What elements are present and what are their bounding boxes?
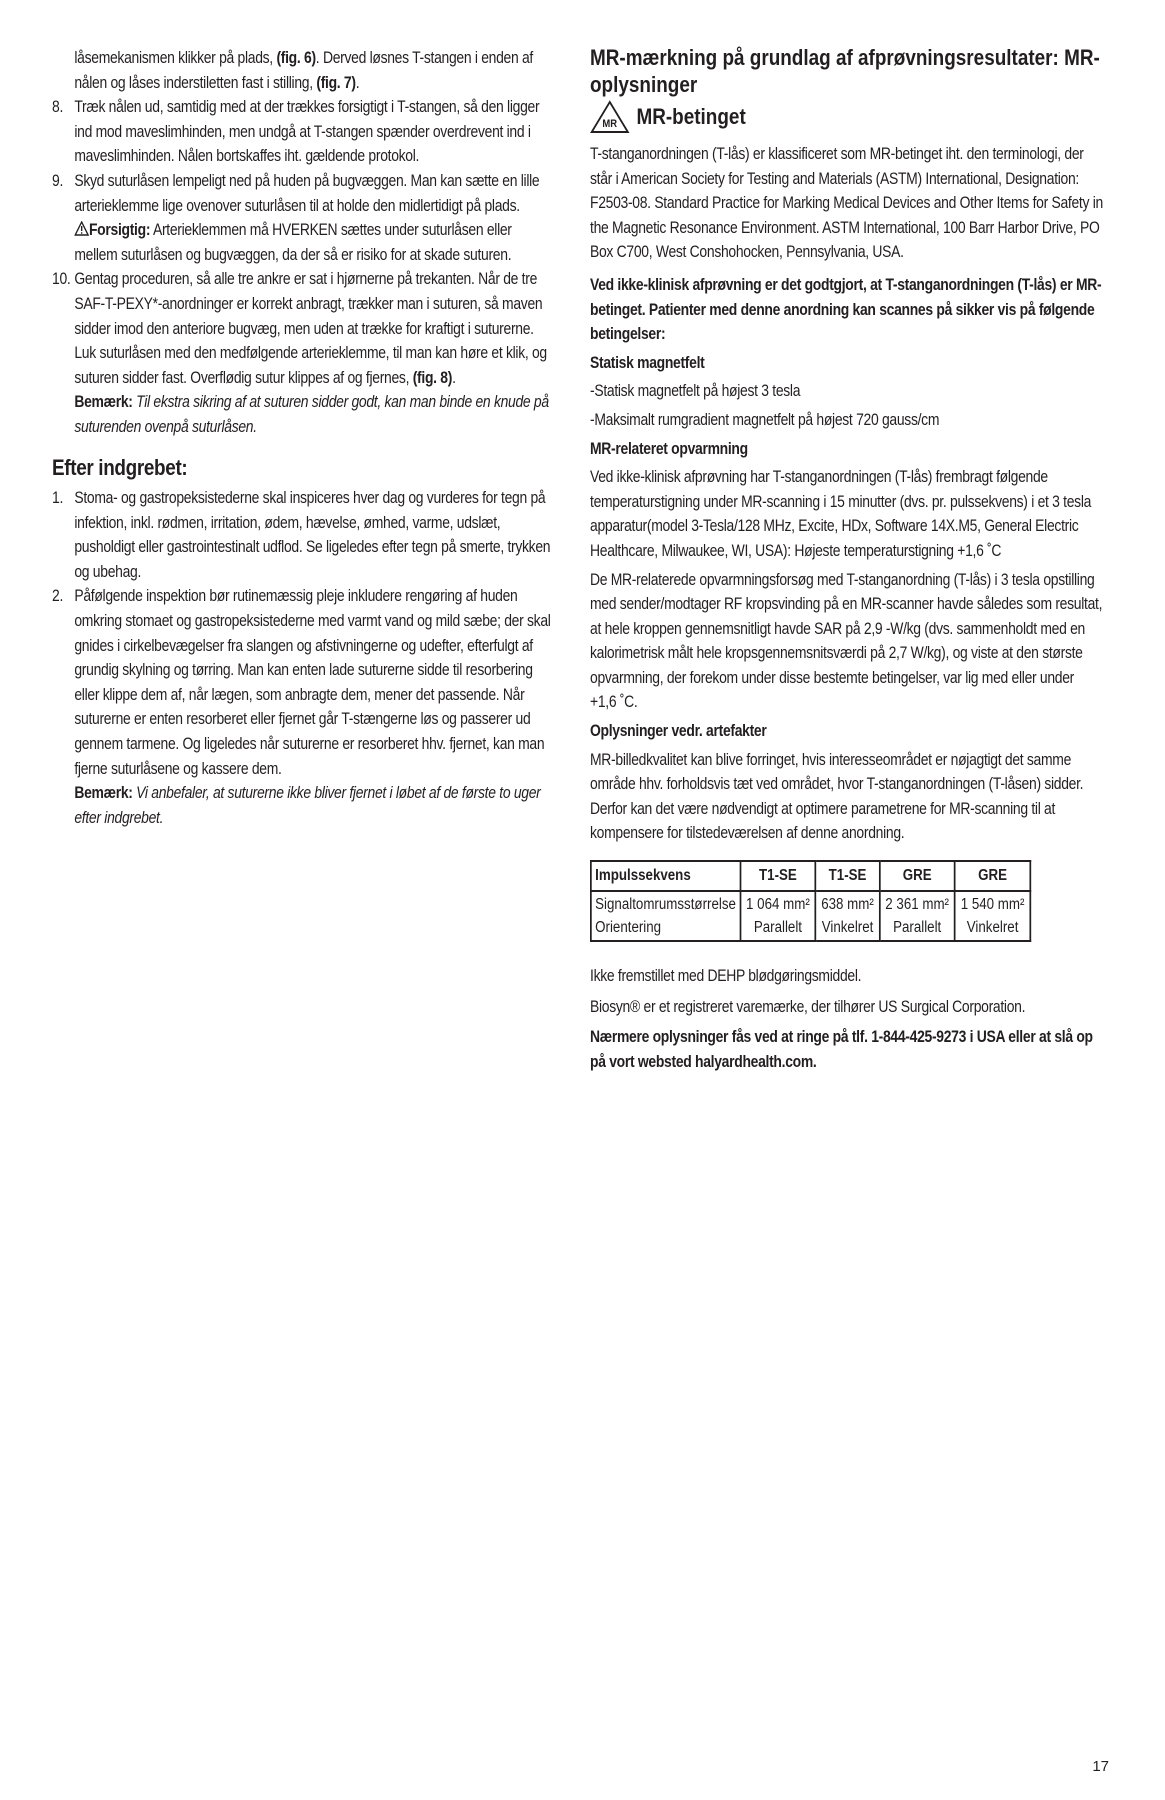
mr-badge-text: MR (602, 118, 618, 131)
dehp-note: Ikke fremstillet med DEHP blødgøringsmiddel. (590, 967, 862, 986)
mr-safe-conditions-paragraph: Ved ikke-klinisk afprøvning er det godtgjort, at T-stanganordningen (T-lås) er MR-betinget. Patienter med denne anordning kan scannes på sikker vis på følgende betingelser: (590, 275, 1102, 344)
table-row-labels (591, 891, 740, 941)
table-header: Impulssekvens (591, 861, 740, 891)
biosyn-trademark-note: Biosyn® er et registreret varemærke, der tilhører US Surgical Corporation. (590, 997, 1026, 1016)
mr-info-text (590, 142, 1104, 846)
heating-paragraph-2: De MR-relaterede opvarmningsforsøg med T-stanganordning (T-lås) i 3 tesla opstilling med sender/modtager RF kropsvinding på en MR-scanner havde således som resultat, at hele kroppen gennemsnitligt havde SAR på 2,9 -W/kg (dvs. sammenholdt med en kalorimetrisk målt hele kropsgennemsnitsværdi på 2,7 W/kg), og viste at den største opvarmning, der forekom under disse bestemte betingelser, var lig med eller under +1,6 ˚C. (590, 570, 1103, 712)
mr-heading: MR-mærkning på grundlag af afprøvningsresultater: MR-oplysninger (590, 45, 1100, 97)
table-cell: 638 mm² Vinkelret (816, 891, 880, 941)
left-column (52, 46, 557, 830)
table-header: T1-SE (816, 861, 880, 891)
mr-conditional-label: MR-betinget (636, 104, 746, 129)
note-suture: Bemærk: Til ekstra sikring af at suturen sidder godt, kan man binde en knude på suturenden ovenpå suturlåsen. (74, 393, 549, 436)
mr-conditional-icon (590, 100, 630, 134)
mr-conditional-row (590, 100, 1104, 134)
after-item-2: 2. Påfølgende inspektion bør rutinemæssig pleje inkludere rengøring af huden omkring stomaet og gastropeksistederne med varmt vand og mild sæbe; der skal gnides i cirkelbevægelser fra slangen og afstivningerne og udefter, efterfulgt af grundig skylning og tørring. Man kan enten lade suturerne sidde til resorbering eller klippe dem af, når lægen, som anbragte dem, mener det passende. Når suturerne er enten resorberet eller fjernet går T-stængerne løs og passerer ud gennem tarmene. Og ligeledes når suturerne er resorberet hhv. fjernet, kan man fjerne suturlåsene og kassere dem. (52, 587, 551, 778)
step-8: 8. Træk nålen ud, samtidig med at der trækkes forsigtigt i T-stangen, så den ligger ind mod maveslimhinden, men undgå at T-stangen spænder overdrevent ind i maveslimhinden. Nålen bortskaffes iht. gældende protokol. (52, 98, 540, 166)
footer-notes (590, 964, 1104, 1074)
contact-info: Nærmere oplysninger fås ved at ringe på tlf. 1-844-425-9273 i USA eller at slå op på vort websted halyardhealth.com. (590, 1028, 1093, 1071)
table-header: GRE (879, 861, 954, 891)
row-label-size: Signaltomrumsstørrelse (595, 896, 736, 914)
heating-paragraph-1: Ved ikke-klinisk afprøvning har T-stanganordningen (T-lås) frembragt følgende temperaturstigning under MR-scanning i 15 minutter (dvs. pr. pulssekvens) i et 3 tesla apparatur(model 3-Tesla/128 MHz, Excite, HDx, Software 14X.M5, General Electric Healthcare, Milwaukee, WI, USA): Højeste temperaturstigning +1,6 ˚C (590, 468, 1092, 560)
left-text-block (52, 46, 556, 830)
caution-note: Forsigtig: Arterieklemmen må HVERKEN sættes under suturlåsen eller mellem suturlåsen og bugvæggen, da der så er risiko for at skade suturen. (74, 221, 512, 264)
warning-triangle-icon (74, 221, 89, 236)
note-removal: Bemærk: Vi anbefaler, at suturerne ikke bliver fjernet i løbet af de første to uger efter indgrebet. (74, 784, 541, 827)
table-header: T1-SE (740, 861, 815, 891)
artifact-paragraph: MR-billedkvalitet kan blive forringet, hvis interesseområdet er nøjagtigt det samme område hhv. forholdsvis tæt ved området, hvor T-stanganordningen (T-låsen) sidder. Derfor kan det være nødvendigt at optimere parametrene for MR-scanning til at kompensere for tilstedeværelsen af denne anordning. (590, 750, 1084, 843)
after-procedure-heading: Efter indgrebet: (52, 454, 188, 480)
step-10: 10. Gentag proceduren, så alle tre ankre er sat i hjørnerne på trekanten. Når de tre SAF-T-PEXY*-anordninger er korrekt anbragt, trækker man i suturen, så maven sidder imod den anteriore bugvæg, men uden at trække for kraftigt i suturerne. Luk suturlåsen med den medfølgende arterieklemme, til man kan høre et klik, og suturen sidder fast. Overflødig sutur klippes af og fjernes, (fig. 8). (52, 270, 547, 387)
heating-heading: MR-relateret opvarmning (590, 439, 748, 458)
table-header-row (591, 861, 1030, 891)
artifact-table (590, 860, 1031, 942)
static-field-heading: Statisk magnetfelt (590, 353, 705, 372)
table-cell: 2 361 mm² Parallelt (879, 891, 954, 941)
table-cell: 1 540 mm² Vinkelret (955, 891, 1030, 941)
page-number: 17 (1092, 1758, 1109, 1775)
step-7-continuation: låsemekanismen klikker på plads, (fig. 6). Derved løsnes T-stangen i enden af nålen og låses inderstiletten fast i stilling, (fig. 7). (74, 49, 534, 92)
table-row (591, 891, 1030, 941)
artifact-heading: Oplysninger vedr. artefakter (590, 722, 767, 741)
static-field-line-1: -Statisk magnetfelt på højest 3 tesla (590, 382, 801, 401)
step-9: 9. Skyd suturlåsen lempeligt ned på huden på bugvæggen. Man kan sætte en lille arterieklemme lige ovenover suturlåsen til at holde den midlertidigt på plads. (52, 171, 540, 215)
right-text-block (590, 44, 1104, 1074)
row-label-orientation: Orientering (595, 919, 662, 937)
static-field-line-2: -Maksimalt rumgradient magnetfelt på højest 720 gauss/cm (590, 410, 940, 429)
table-header: GRE (955, 861, 1030, 891)
right-column (590, 44, 1105, 1074)
after-item-1: 1. Stoma- og gastropeksistederne skal inspiceres hver dag og vurderes for tegn på infektion, inkl. rødmen, irritation, ødem, hævelse, ømhed, varme, udslæt, pusholdigt eller gastrointestinalt udflod. Se ligeledes efter tegn på smerte, trykken og ubehag. (52, 489, 551, 581)
mr-classification-paragraph: T-stanganordningen (T-lås) er klassificeret som MR-betinget iht. den terminologi, der står i American Society for Testing and Materials (ASTM) International, Designation: F2503-08. Standard Practice for Marking Medical Devices and Other Items for Safety in the Magnetic Resonance Environment. ASTM International, 100 Barr Harbor Drive, PO Box C700, West Conshohocken, Pennsylvania, USA. (590, 145, 1103, 262)
table-cell: 1 064 mm² Parallelt (740, 891, 815, 941)
